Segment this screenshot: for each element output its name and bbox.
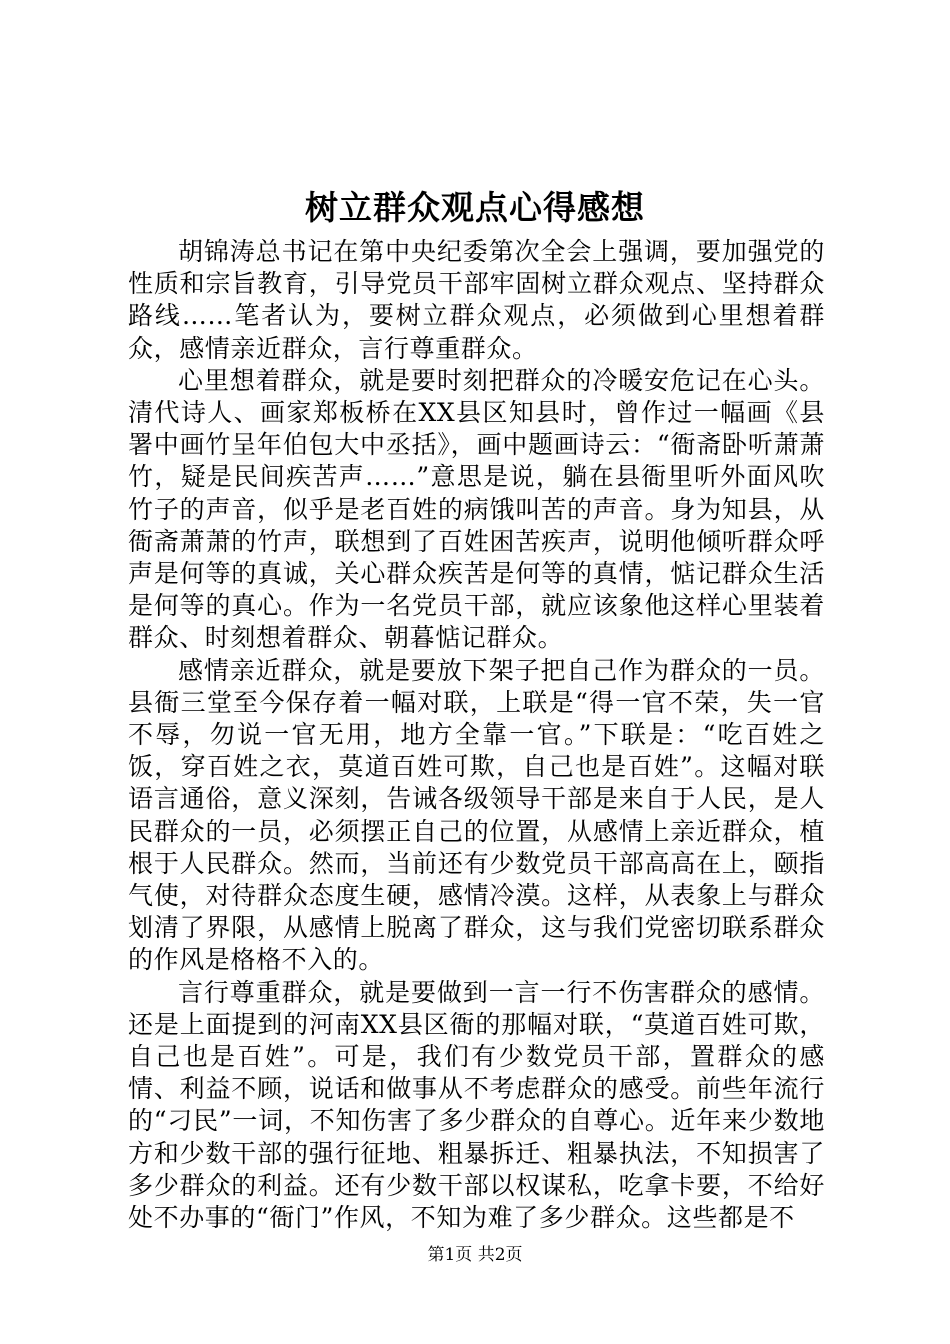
paragraph: 言行尊重群众，就是要做到一言一行不伤害群众的感情。还是上面提到的河南XX县区衙的那幅对联，“莫道百姓可欺，自己也是百姓”。可是，我们有少数党员干部，置群众的感情、利益不顾，说话和做事从不考虑群众的感受。前些年流行的“刁民”一词，不知伤害了多少群众的自尊心。近年来少数地方和少数干部的强行征地、粗暴拆迁、粗暴执法，不知损害了多少群众的利益。还有少数干部以权谋私，吃拿卡要，不给好处不办事的“衙门”作风，不知为难了多少群众。这些都是不 (128, 977, 825, 1233)
document-body (128, 236, 825, 1234)
document-title: 树立群众观点心得感想 (305, 188, 645, 227)
paragraph: 心里想着群众，就是要时刻把群众的冷暖安危记在心头。清代诗人、画家郑板桥在XX县区知县时，曾作过一幅画《县署中画竹呈年伯包大中丞括》，画中题画诗云：“衙斋卧听萧萧竹，疑是民间疾苦声……”意思是说，躺在县衙里听外面风吹竹子的声音，似乎是老百姓的病饿叫苦的声音。身为知县，从衙斋萧萧的竹声，联想到了百姓困苦疾声，说明他倾听群众呼声是何等的真诚，关心群众疾苦是何等的真情，惦记群众生活是何等的真心。作为一名党员干部，就应该象他这样心里装着群众、时刻想着群众、朝暮惦记群众。 (128, 365, 825, 653)
paragraph: 胡锦涛总书记在第中央纪委第次全会上强调，要加强党的性质和宗旨教育，引导党员干部牢固树立群众观点、坚持群众路线……笔者认为，要树立群众观点，必须做到心里想着群众，感情亲近群众，言行尊重群众。 (128, 237, 825, 363)
paragraph: 感情亲近群众，就是要放下架子把自己作为群众的一员。县衙三堂至今保存着一幅对联，上联是“得一官不荣，失一官不辱，勿说一官无用，地方全靠一官。”下联是：“吃百姓之饭，穿百姓之衣，莫道百姓可欺，自己也是百姓”。这幅对联语言通俗，意义深刻，告诫各级领导干部是来自于人民，是人民群众的一员，必须摆正自己的位置，从感情上亲近群众，植根于人民群众。然而，当前还有少数党员干部高高在上，颐指气使，对待群众态度生硬，感情冷漠。这样，从表象上与群众划清了界限，从感情上脱离了群众，这与我们党密切联系群众的作风是格格不入的。 (128, 655, 825, 975)
page-number-footer: 第1页 共2页 (427, 1245, 523, 1265)
